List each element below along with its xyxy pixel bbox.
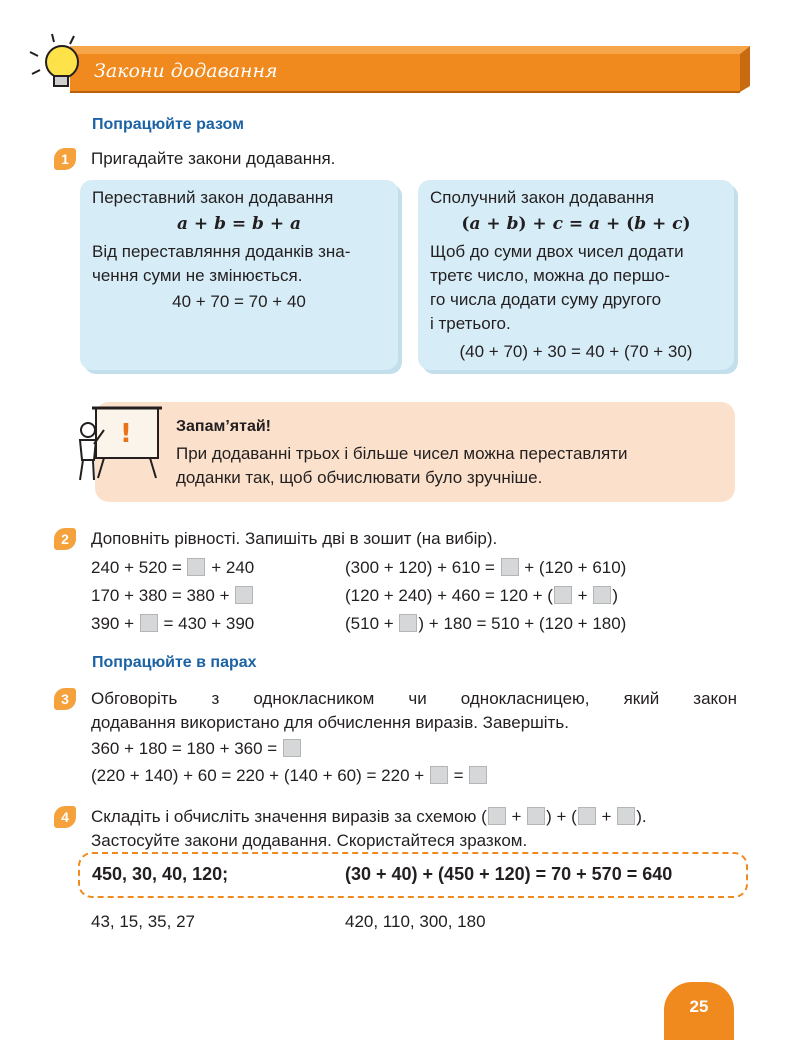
answer-box[interactable] xyxy=(469,766,487,784)
task2-text: Доповніть рівності. Запишіть дві в зошит (на вибір). xyxy=(91,529,498,548)
answer-box[interactable] xyxy=(593,586,611,604)
answer-box[interactable] xyxy=(235,586,253,604)
answer-box[interactable] xyxy=(430,766,448,784)
commutative-law-card xyxy=(80,180,398,370)
task4-text-line: Застосуйте закони додавання. Скористайтеся зразком. xyxy=(91,831,528,850)
remember-text-line: доданки так, щоб обчислювати було зручніше. xyxy=(176,468,543,487)
sample-solution: (30 + 40) + (450 + 120) = 70 + 570 = 640 xyxy=(345,864,673,884)
answer-box[interactable] xyxy=(283,739,301,757)
page-number: 25 xyxy=(664,982,734,1040)
card-title: Переставний закон додавання xyxy=(92,188,334,207)
section-heading-pairs: Попрацюйте в парах xyxy=(92,654,257,671)
equation-row: 240 + 520 = + 240 xyxy=(91,558,255,577)
remember-text-line: При додаванні трьох і більше чисел можна переставляти xyxy=(176,444,628,463)
card-title: Сполучний закон додавання xyxy=(430,188,655,207)
commutative-formula: a + b = b + a xyxy=(176,214,302,234)
task-number-badge: 3 xyxy=(54,688,76,710)
answer-box[interactable] xyxy=(399,614,417,632)
scheme-box xyxy=(578,807,596,825)
exercise-numbers: 420, 110, 300, 180 xyxy=(345,912,486,931)
card-text-line: чення суми не змінюється. xyxy=(92,266,303,285)
answer-box[interactable] xyxy=(554,586,572,604)
sample-numbers: 450, 30, 40, 120; xyxy=(92,864,229,884)
associative-formula: (a + b) + c = a + (b + c) xyxy=(461,214,691,234)
card-text-line: Від переставляння доданків зна- xyxy=(92,242,351,261)
equation-row: 170 + 380 = 380 + xyxy=(91,584,254,608)
section-heading-together: Попрацюйте разом xyxy=(92,116,244,133)
card-text-line: го числа додати суму другого xyxy=(430,290,662,309)
equation-row: 360 + 180 = 180 + 360 = xyxy=(91,737,302,761)
task-number-badge: 1 xyxy=(54,148,76,170)
scheme-box xyxy=(527,807,545,825)
card-text-line: третє число, можна до першо- xyxy=(430,266,671,285)
task1-text: Пригадайте закони додавання. xyxy=(91,149,336,168)
exercise-numbers: 43, 15, 35, 27 xyxy=(91,912,195,931)
svg-text:!: ! xyxy=(120,419,132,449)
card-example: 40 + 70 = 70 + 40 xyxy=(172,292,306,311)
answer-box[interactable] xyxy=(187,558,205,576)
remember-title: Запам’ятай! xyxy=(176,418,271,435)
lightbulb-icon xyxy=(22,30,86,100)
scheme-box xyxy=(617,807,635,825)
task-number-badge: 2 xyxy=(54,528,76,550)
equation-row: (120 + 240) + 460 = 120 + ( + ) xyxy=(345,586,618,605)
header-title: Закони додавання xyxy=(94,60,278,82)
equation-row: (220 + 140) + 60 = 220 + (140 + 60) = 220 + = xyxy=(91,764,488,788)
task-number-badge: 4 xyxy=(54,806,76,828)
answer-box[interactable] xyxy=(140,614,158,632)
card-text-line: і третього. xyxy=(430,314,511,333)
task4-text-line: Складіть і обчисліть значення виразів за схемою ( + ) + ( + ). xyxy=(91,807,647,826)
task3-text-line: Обговоріть з однокласником чи однокласницею, який закон xyxy=(91,689,737,708)
scheme-box xyxy=(488,807,506,825)
card-example: (40 + 70) + 30 = 40 + (70 + 30) xyxy=(459,342,693,361)
teacher-board-icon xyxy=(58,404,168,482)
card-text-line: Щоб до суми двох чисел додати xyxy=(430,242,684,261)
answer-box[interactable] xyxy=(501,558,519,576)
task3-text-line: додавання використано для обчислення виразів. Завершіть. xyxy=(91,713,569,732)
equation-row: (510 + ) + 180 = 510 + (120 + 180) xyxy=(345,614,627,633)
equation-row: 390 + = 430 + 390 xyxy=(91,614,255,633)
associative-law-card xyxy=(418,180,734,370)
equation-row: (300 + 120) + 610 = + (120 + 610) xyxy=(345,558,627,577)
